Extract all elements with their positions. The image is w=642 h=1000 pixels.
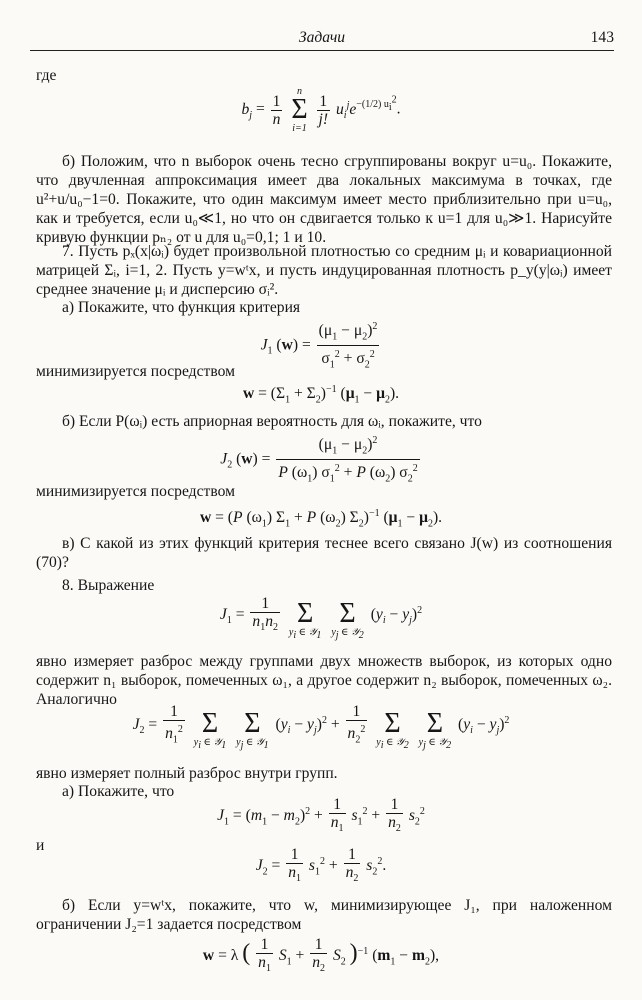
paragraph-8-text1: явно измеряет разброс между группами двух множеств выборок, из которых одно содержит n₁ выборок, помеченных ω₁, а другое содержит n₂ выборок, помеченных ω₂. Аналогично xyxy=(36,653,612,708)
paragraph-8-text2: явно измеряет полный разброс внутри групп. xyxy=(36,765,338,782)
equation-J1w: $J_1$ (w) = $\frac{(\mu_1 - \mu_2)^2}{\sigma_1^2 + \sigma_2^2}$ xyxy=(0,318,642,374)
equation-J2-sums: $J_2$ = $\frac{1}{n_1^2}$ Σ $y_i$ ∈ 𝒴$_1$ Σ $y_j$ ∈ 𝒴$_1$ $(y_i - y_j)^2$ + $\frac{1}{n_2^2}$ Σ $y_i$ ∈ 𝒴$_2$ Σ $y_j$ ∈ 𝒴$_2$ $(y_i - y_j)^2$ xyxy=(132,702,510,751)
equation-J2w: $J_2$ (w) = $\frac{(\mu_1 - \mu_2)^2}{P (\omega_1) \sigma_1^2 + P (\omega_2) \sigma_2^2}$ xyxy=(0,432,642,488)
minimized-label-1: минимизируется посредством xyxy=(36,363,235,380)
where-label: где xyxy=(36,67,57,84)
paragraph-8a: а) Покажите, что xyxy=(62,783,175,800)
paragraph-7b: б) Если P(ωᵢ) есть априорная вероятность для ωᵢ, покажите, что xyxy=(62,413,482,430)
and-label: и xyxy=(36,837,45,854)
page-header xyxy=(30,24,614,51)
paragraph-7a: а) Покажите, что функция критерия xyxy=(62,299,301,316)
paragraph-8: 8. Выражение xyxy=(62,577,155,594)
equation-w-lambda: w = λ ( $\frac{1}{n_1}$ $S_1$ + $\frac{1}{n_2}$ $S_2$ )$^{-1}$ $(m_1 - m_2)$, xyxy=(202,936,440,975)
page-number: 143 xyxy=(590,29,614,46)
equation-w1: $w = (\Sigma_1 + \Sigma_2)^{-1}$ $(\mu_1 - \mu_2)$. xyxy=(242,384,400,406)
paragraph-7: 7. Пусть pₓ(x|ωᵢ) будет произвольной плотностью со средним μᵢ и ковариационной матрицей Σᵢ, i=1, 2. Пусть y=wᵗx, и пусть индуцированная плотность p_y(y|ωᵢ) имеет среднее значение μᵢ и дисперсию σᵢ². xyxy=(36,243,612,298)
equation-w2: w = (P $(\omega_1) \Sigma_1 + P$ $(\omega_2)$ $\Sigma_2)^{-1}$ $(\mu_1 - \mu_2)$. xyxy=(199,508,443,530)
equation-J1-sums: $J_1$ = $\frac{1}{n_1n_2}$ Σ $y_i$ ∈ 𝒴$_1$ Σ $y_j$ ∈ 𝒴$_2$ $(y_i - y_j)^2$ xyxy=(219,594,423,641)
paragraph-7c: в) С какой из этих функций критерия теснее всего связано J(w) из соотношения (70)? xyxy=(36,535,612,571)
paragraph-8b: б) Если y=wᵗx, покажите, что w, минимизирующее J₁, при наложенном ограничении J₂=1 задается посредством xyxy=(36,897,612,933)
running-title: Задачи xyxy=(298,29,346,46)
equation-J1-means: $J_1 = (m_1 - m_2)^2$ + $\frac{1}{n_1}$ $s_1^2$ + $\frac{1}{n_2}$ $s_2^2$ xyxy=(217,796,425,835)
equation-J2-scatter: $J_2$ = $\frac{1}{n_1}$ $s_1^2$ + $\frac{1}{n_2}$ $s_2^2$. xyxy=(255,846,387,885)
minimized-label-2: минимизируется посредством xyxy=(36,483,235,500)
equation-bj: $b_j$ = $\frac{1}{n}$ n Σ i=1 $\frac{1}{j!}$ $u_i^je^{-(1/2) u_i^2}$. xyxy=(241,86,401,134)
paragraph-b1: б) Положим, что n выборок очень тесно сгруппированы вокруг u=u₀. Покажите, что двучленная аппроксимация имеет два локальных максимума в точках, где u²+u/u₀−1=0. Покажите, что один максимум имеет место приблизительно при u=u₀, как и требуется, если u₀≪1, но что он сдвигается только к u=1 для u₀≫1. Нарисуйте кривую функции pₙ₂ от u для u₀=0,1; 1 и 10. xyxy=(36,153,612,246)
